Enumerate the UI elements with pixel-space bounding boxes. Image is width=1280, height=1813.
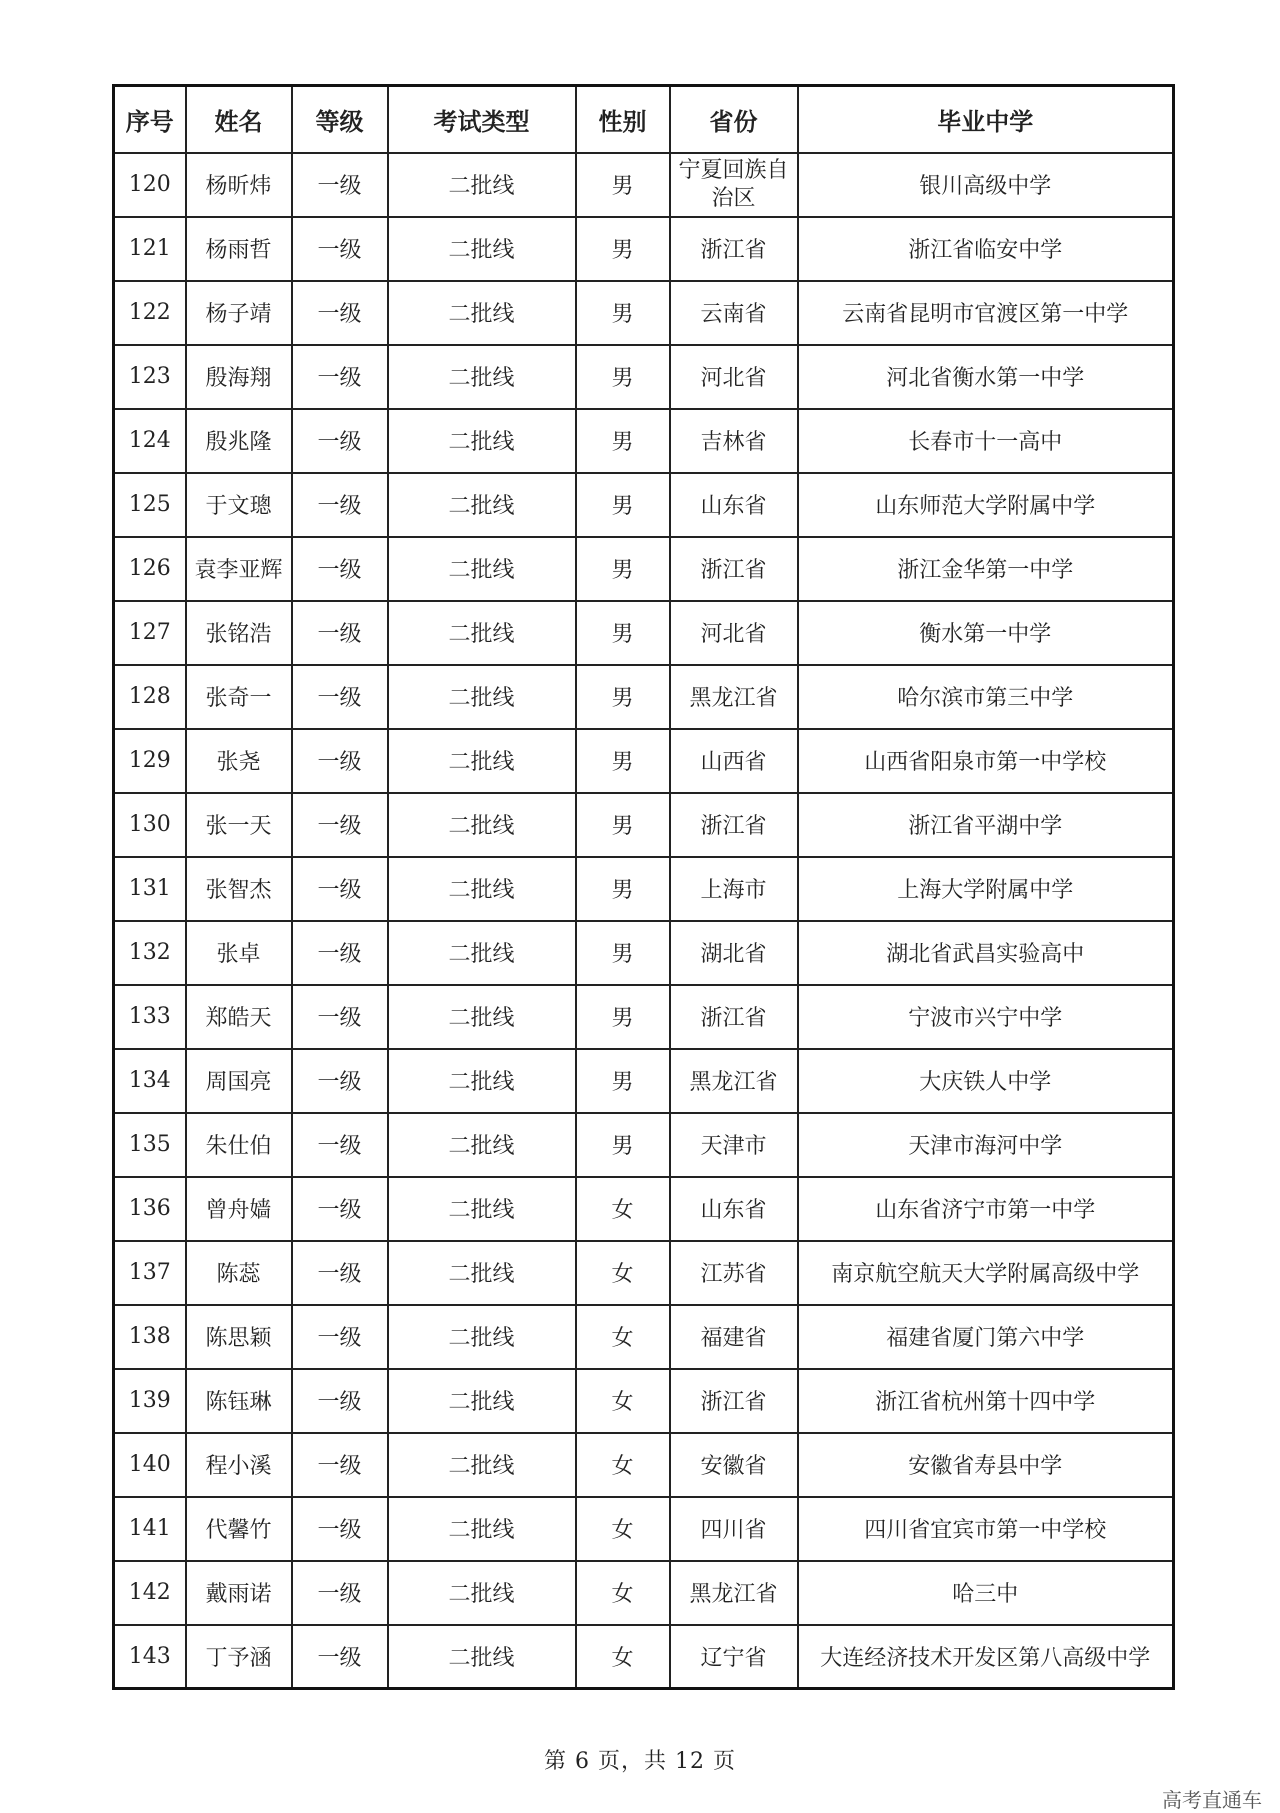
table-row (114, 793, 1174, 857)
cell-name: 代馨竹 (186, 1497, 292, 1561)
table-header-row (114, 86, 1174, 153)
cell-level: 一级 (292, 1049, 388, 1113)
cell-name: 陈蕊 (186, 1241, 292, 1305)
cell-high-school: 河北省衡水第一中学 (798, 345, 1174, 409)
cell-exam-type: 二批线 (388, 345, 576, 409)
cell-high-school: 浙江省杭州第十四中学 (798, 1369, 1174, 1433)
table-row (114, 1625, 1174, 1689)
table-row (114, 537, 1174, 601)
cell-name: 丁予涵 (186, 1625, 292, 1689)
table-row (114, 1177, 1174, 1241)
cell-gender: 男 (576, 729, 670, 793)
table-row (114, 1561, 1174, 1625)
table-row (114, 1113, 1174, 1177)
cell-gender: 男 (576, 1113, 670, 1177)
cell-level: 一级 (292, 1561, 388, 1625)
cell-province: 浙江省 (670, 985, 798, 1049)
cell-high-school: 云南省昆明市官渡区第一中学 (798, 281, 1174, 345)
cell-province: 浙江省 (670, 1369, 798, 1433)
cell-province: 黑龙江省 (670, 665, 798, 729)
table-row (114, 1305, 1174, 1369)
cell-name: 张尧 (186, 729, 292, 793)
cell-province: 湖北省 (670, 921, 798, 985)
cell-exam-type: 二批线 (388, 1305, 576, 1369)
table-row (114, 857, 1174, 921)
cell-gender: 男 (576, 409, 670, 473)
cell-exam-type: 二批线 (388, 1625, 576, 1689)
table-row (114, 217, 1174, 281)
cell-level: 一级 (292, 921, 388, 985)
cell-gender: 女 (576, 1433, 670, 1497)
cell-gender: 女 (576, 1561, 670, 1625)
cell-gender: 男 (576, 473, 670, 537)
cell-high-school: 银川高级中学 (798, 153, 1174, 217)
cell-high-school: 浙江金华第一中学 (798, 537, 1174, 601)
cell-province: 上海市 (670, 857, 798, 921)
cell-level: 一级 (292, 345, 388, 409)
cell-high-school: 浙江省临安中学 (798, 217, 1174, 281)
cell-serial-number: 134 (114, 1049, 186, 1113)
cell-serial-number: 130 (114, 793, 186, 857)
header-level: 等级 (292, 86, 388, 153)
watermark-text: 高考直通车 (1162, 1788, 1262, 1812)
table-row (114, 985, 1174, 1049)
cell-province: 河北省 (670, 345, 798, 409)
cell-serial-number: 137 (114, 1241, 186, 1305)
page-number: 第 6 页，共 12 页 (544, 1749, 736, 1774)
cell-exam-type: 二批线 (388, 1433, 576, 1497)
cell-high-school: 湖北省武昌实验高中 (798, 921, 1174, 985)
cell-level: 一级 (292, 473, 388, 537)
cell-level: 一级 (292, 409, 388, 473)
header-high-school: 毕业中学 (798, 86, 1174, 153)
cell-name: 曾舟嫱 (186, 1177, 292, 1241)
cell-serial-number: 132 (114, 921, 186, 985)
cell-high-school: 长春市十一高中 (798, 409, 1174, 473)
cell-level: 一级 (292, 281, 388, 345)
cell-exam-type: 二批线 (388, 1369, 576, 1433)
cell-province: 云南省 (670, 281, 798, 345)
cell-province: 浙江省 (670, 537, 798, 601)
cell-high-school: 宁波市兴宁中学 (798, 985, 1174, 1049)
cell-high-school: 大连经济技术开发区第八高级中学 (798, 1625, 1174, 1689)
cell-exam-type: 二批线 (388, 985, 576, 1049)
cell-name: 杨雨哲 (186, 217, 292, 281)
cell-serial-number: 136 (114, 1177, 186, 1241)
cell-serial-number: 125 (114, 473, 186, 537)
table-row (114, 473, 1174, 537)
cell-name: 周国亮 (186, 1049, 292, 1113)
cell-level: 一级 (292, 601, 388, 665)
cell-exam-type: 二批线 (388, 281, 576, 345)
cell-exam-type: 二批线 (388, 1561, 576, 1625)
cell-high-school: 衡水第一中学 (798, 601, 1174, 665)
cell-exam-type: 二批线 (388, 473, 576, 537)
cell-province: 山西省 (670, 729, 798, 793)
cell-name: 杨子靖 (186, 281, 292, 345)
cell-serial-number: 133 (114, 985, 186, 1049)
table-row (114, 665, 1174, 729)
cell-exam-type: 二批线 (388, 601, 576, 665)
cell-high-school: 南京航空航天大学附属高级中学 (798, 1241, 1174, 1305)
cell-gender: 男 (576, 665, 670, 729)
cell-high-school: 山西省阳泉市第一中学校 (798, 729, 1174, 793)
table-row (114, 1497, 1174, 1561)
cell-level: 一级 (292, 1433, 388, 1497)
cell-province: 河北省 (670, 601, 798, 665)
cell-province: 浙江省 (670, 793, 798, 857)
table-row (114, 729, 1174, 793)
cell-gender: 男 (576, 153, 670, 217)
cell-province: 宁夏回族自治区 (670, 153, 798, 217)
table-row (114, 1433, 1174, 1497)
cell-serial-number: 120 (114, 153, 186, 217)
student-roster-table (112, 84, 1175, 1690)
cell-gender: 男 (576, 985, 670, 1049)
cell-level: 一级 (292, 1177, 388, 1241)
cell-serial-number: 140 (114, 1433, 186, 1497)
cell-name: 殷海翔 (186, 345, 292, 409)
cell-name: 杨昕炜 (186, 153, 292, 217)
cell-exam-type: 二批线 (388, 1497, 576, 1561)
cell-exam-type: 二批线 (388, 1177, 576, 1241)
cell-level: 一级 (292, 153, 388, 217)
cell-level: 一级 (292, 1113, 388, 1177)
table-row (114, 1049, 1174, 1113)
cell-exam-type: 二批线 (388, 793, 576, 857)
cell-gender: 女 (576, 1369, 670, 1433)
cell-name: 戴雨诺 (186, 1561, 292, 1625)
table-row (114, 345, 1174, 409)
table-row (114, 1369, 1174, 1433)
header-serial-number: 序号 (114, 86, 186, 153)
cell-serial-number: 126 (114, 537, 186, 601)
cell-high-school: 安徽省寿县中学 (798, 1433, 1174, 1497)
cell-name: 于文璁 (186, 473, 292, 537)
cell-serial-number: 142 (114, 1561, 186, 1625)
cell-gender: 女 (576, 1241, 670, 1305)
cell-serial-number: 127 (114, 601, 186, 665)
cell-province: 四川省 (670, 1497, 798, 1561)
cell-name: 张卓 (186, 921, 292, 985)
cell-province: 吉林省 (670, 409, 798, 473)
cell-gender: 女 (576, 1497, 670, 1561)
cell-high-school: 山东省济宁市第一中学 (798, 1177, 1174, 1241)
cell-name: 殷兆隆 (186, 409, 292, 473)
cell-gender: 男 (576, 537, 670, 601)
cell-exam-type: 二批线 (388, 665, 576, 729)
cell-gender: 男 (576, 217, 670, 281)
cell-exam-type: 二批线 (388, 1049, 576, 1113)
cell-serial-number: 138 (114, 1305, 186, 1369)
cell-province: 天津市 (670, 1113, 798, 1177)
cell-province: 浙江省 (670, 217, 798, 281)
cell-level: 一级 (292, 1497, 388, 1561)
table-body (114, 153, 1174, 1689)
table-row (114, 921, 1174, 985)
cell-name: 袁李亚辉 (186, 537, 292, 601)
table-row (114, 153, 1174, 217)
cell-province: 福建省 (670, 1305, 798, 1369)
cell-gender: 男 (576, 1049, 670, 1113)
cell-exam-type: 二批线 (388, 1113, 576, 1177)
cell-exam-type: 二批线 (388, 217, 576, 281)
cell-level: 一级 (292, 857, 388, 921)
cell-level: 一级 (292, 729, 388, 793)
cell-province: 山东省 (670, 473, 798, 537)
cell-level: 一级 (292, 793, 388, 857)
cell-serial-number: 131 (114, 857, 186, 921)
table-row (114, 1241, 1174, 1305)
cell-level: 一级 (292, 1369, 388, 1433)
cell-high-school: 大庆铁人中学 (798, 1049, 1174, 1113)
cell-serial-number: 139 (114, 1369, 186, 1433)
cell-gender: 男 (576, 345, 670, 409)
cell-name: 张智杰 (186, 857, 292, 921)
cell-gender: 女 (576, 1177, 670, 1241)
cell-name: 陈钰琳 (186, 1369, 292, 1433)
cell-province: 江苏省 (670, 1241, 798, 1305)
cell-exam-type: 二批线 (388, 857, 576, 921)
cell-high-school: 四川省宜宾市第一中学校 (798, 1497, 1174, 1561)
cell-serial-number: 124 (114, 409, 186, 473)
cell-level: 一级 (292, 985, 388, 1049)
cell-level: 一级 (292, 1241, 388, 1305)
cell-name: 朱仕伯 (186, 1113, 292, 1177)
cell-high-school: 天津市海河中学 (798, 1113, 1174, 1177)
cell-gender: 男 (576, 601, 670, 665)
header-province: 省份 (670, 86, 798, 153)
table-row (114, 409, 1174, 473)
table-row (114, 601, 1174, 665)
header-gender: 性别 (576, 86, 670, 153)
cell-serial-number: 135 (114, 1113, 186, 1177)
cell-name: 陈思颖 (186, 1305, 292, 1369)
cell-exam-type: 二批线 (388, 153, 576, 217)
header-exam-type: 考试类型 (388, 86, 576, 153)
cell-exam-type: 二批线 (388, 409, 576, 473)
cell-gender: 男 (576, 921, 670, 985)
cell-province: 黑龙江省 (670, 1561, 798, 1625)
cell-exam-type: 二批线 (388, 921, 576, 985)
cell-serial-number: 143 (114, 1625, 186, 1689)
cell-high-school: 福建省厦门第六中学 (798, 1305, 1174, 1369)
cell-serial-number: 121 (114, 217, 186, 281)
cell-level: 一级 (292, 665, 388, 729)
cell-gender: 女 (576, 1625, 670, 1689)
cell-name: 程小溪 (186, 1433, 292, 1497)
cell-province: 辽宁省 (670, 1625, 798, 1689)
cell-high-school: 上海大学附属中学 (798, 857, 1174, 921)
header-name: 姓名 (186, 86, 292, 153)
cell-high-school: 浙江省平湖中学 (798, 793, 1174, 857)
cell-level: 一级 (292, 1305, 388, 1369)
cell-serial-number: 123 (114, 345, 186, 409)
cell-high-school: 山东师范大学附属中学 (798, 473, 1174, 537)
cell-name: 郑皓天 (186, 985, 292, 1049)
cell-gender: 男 (576, 793, 670, 857)
cell-level: 一级 (292, 1625, 388, 1689)
cell-high-school: 哈三中 (798, 1561, 1174, 1625)
cell-serial-number: 141 (114, 1497, 186, 1561)
cell-exam-type: 二批线 (388, 729, 576, 793)
cell-serial-number: 122 (114, 281, 186, 345)
cell-gender: 男 (576, 857, 670, 921)
cell-name: 张奇一 (186, 665, 292, 729)
cell-province: 山东省 (670, 1177, 798, 1241)
table-row (114, 281, 1174, 345)
cell-exam-type: 二批线 (388, 1241, 576, 1305)
cell-name: 张一天 (186, 793, 292, 857)
cell-serial-number: 128 (114, 665, 186, 729)
cell-exam-type: 二批线 (388, 537, 576, 601)
cell-gender: 男 (576, 281, 670, 345)
cell-province: 黑龙江省 (670, 1049, 798, 1113)
cell-province: 安徽省 (670, 1433, 798, 1497)
cell-high-school: 哈尔滨市第三中学 (798, 665, 1174, 729)
cell-gender: 女 (576, 1305, 670, 1369)
cell-serial-number: 129 (114, 729, 186, 793)
cell-level: 一级 (292, 217, 388, 281)
cell-level: 一级 (292, 537, 388, 601)
cell-name: 张铭浩 (186, 601, 292, 665)
